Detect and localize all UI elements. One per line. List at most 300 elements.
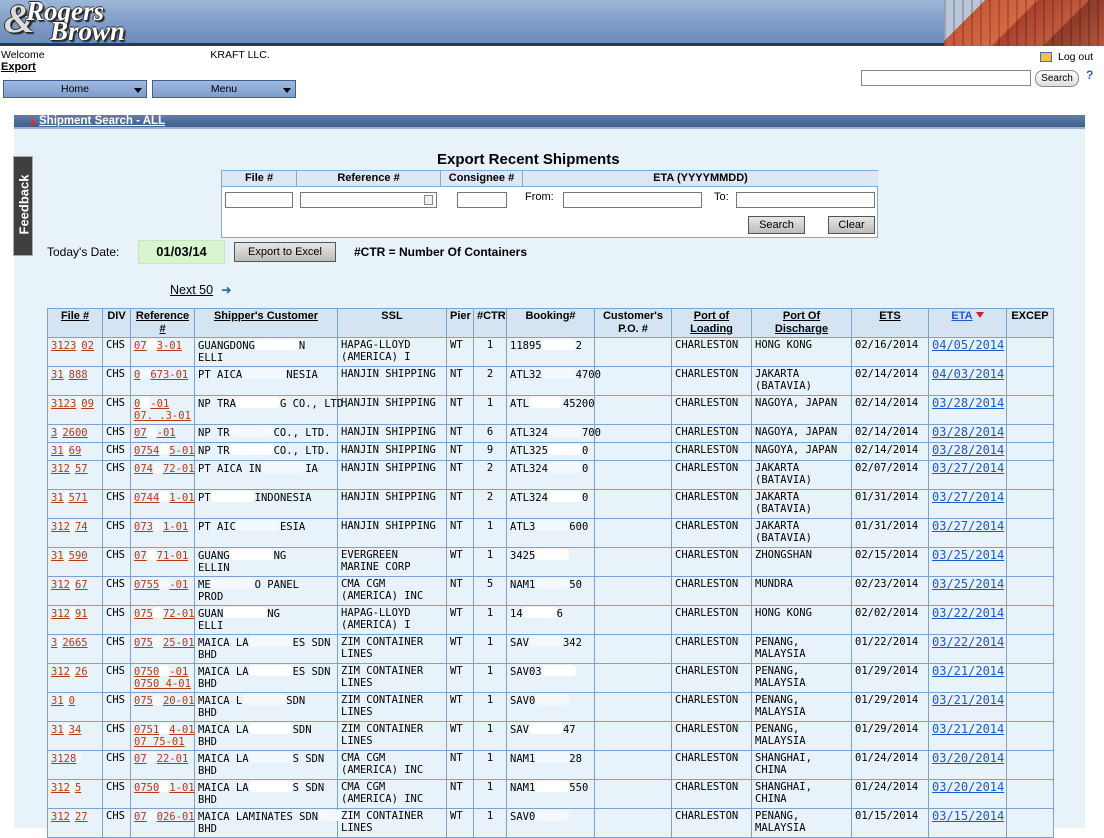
ref-part: 0751 (134, 724, 160, 736)
cell-shipper-customer (195, 490, 338, 519)
reference-link[interactable] (134, 463, 195, 475)
cell-ssl (338, 548, 447, 577)
cell-excep (1007, 490, 1054, 519)
logout-link[interactable] (1040, 51, 1093, 63)
file-part: 02 (81, 340, 94, 352)
cell-excep (1007, 577, 1054, 606)
cell-port-loading: CHARLESTON (672, 338, 752, 367)
cell-eta[interactable] (929, 367, 1007, 396)
redaction (542, 665, 576, 676)
cell-eta[interactable] (929, 722, 1007, 751)
cell-reference[interactable] (131, 461, 195, 490)
redacted-name (48, 49, 208, 58)
cell-file[interactable] (48, 780, 103, 809)
home-dropdown[interactable] (3, 80, 147, 98)
cell-port-loading: CHARLESTON (672, 367, 752, 396)
pod-line-1: NAGOYA, JAPAN (755, 426, 838, 438)
cell-text: SAV03 (510, 666, 542, 678)
cell-div: CHS (103, 751, 131, 780)
cust-part: NP TRA (198, 398, 236, 410)
reference-link[interactable] (134, 637, 195, 649)
cell-reference[interactable] (131, 751, 195, 780)
cell-file[interactable] (48, 664, 103, 693)
cell-excep (1007, 780, 1054, 809)
cell-file[interactable] (48, 367, 103, 396)
cell-text: 28 (569, 753, 582, 765)
ssl-line-2: (AMERICA) INC (341, 764, 424, 776)
redaction (535, 578, 569, 589)
file-part: 3123 (51, 398, 77, 410)
file-link[interactable] (51, 492, 88, 504)
cell-file[interactable] (48, 461, 103, 490)
cell-file[interactable] (48, 809, 103, 838)
reference-link-2[interactable]: 07 75-01 (134, 736, 185, 748)
reference-link[interactable] (134, 695, 195, 707)
reference-link[interactable] (134, 753, 188, 765)
reference-link[interactable] (134, 724, 195, 736)
reference-link[interactable] (134, 550, 188, 562)
ref-part: 075 (134, 637, 153, 649)
cell-booking (507, 443, 595, 461)
table-row[interactable] (48, 461, 1054, 490)
eta-link[interactable]: 03/28/2014 (932, 443, 1005, 457)
pod-line-1: JAKARTA (755, 462, 800, 474)
cell-file[interactable] (48, 338, 103, 367)
table-row[interactable] (48, 780, 1054, 809)
pod-line-2: (BATAVIA) (755, 503, 812, 515)
pod-line-1: HONG KONG (755, 607, 812, 619)
cell-booking (507, 490, 595, 519)
eta-from-input[interactable] (563, 192, 702, 208)
cell-div: CHS (103, 490, 131, 519)
cell-shipper-customer (195, 461, 338, 490)
col-port-discharge[interactable]: Port Of Discharge (752, 309, 852, 338)
cell-div: CHS (103, 664, 131, 693)
cell-text: 3425 (510, 550, 536, 562)
form-title: Export Recent Shipments (437, 151, 620, 168)
col-port-loading[interactable]: Port of Loading (672, 309, 752, 338)
cell-file[interactable] (48, 577, 103, 606)
cust-part-2: ELLI (198, 352, 224, 364)
cell-pier: WT (447, 722, 474, 751)
reference-link[interactable] (134, 427, 176, 439)
table-row[interactable] (48, 396, 1054, 425)
col-eta[interactable] (929, 309, 1007, 338)
redaction (230, 444, 274, 455)
cell-reference[interactable] (131, 780, 195, 809)
menu-dropdown[interactable] (152, 80, 296, 98)
cell-text: 550 (569, 782, 589, 794)
redaction (529, 397, 563, 408)
cell-eta[interactable] (929, 577, 1007, 606)
eta-link[interactable]: 03/27/2014 (932, 519, 1005, 533)
cell-file[interactable] (48, 519, 103, 548)
cell-shipper-customer (195, 443, 338, 461)
top-search-input[interactable] (861, 70, 1031, 86)
cell-pier: WT (447, 548, 474, 577)
file-link[interactable] (51, 398, 94, 410)
cell-file[interactable] (48, 722, 103, 751)
cell-customer-po (595, 577, 672, 606)
cell-booking (507, 338, 595, 367)
cust-part-2: BHD (198, 678, 217, 690)
pod-line-1: PENANG, (755, 694, 800, 706)
file-part: 3 (51, 637, 58, 649)
reference-link[interactable] (134, 666, 188, 678)
file-part: 91 (74, 608, 88, 620)
reference-input[interactable] (300, 192, 437, 208)
cell-excep (1007, 425, 1054, 443)
file-link[interactable] (51, 666, 88, 678)
cell-shipper-customer (195, 809, 338, 838)
cell-reference[interactable] (131, 693, 195, 722)
eta-link[interactable]: 03/28/2014 (932, 425, 1005, 439)
cust-part-2: BHD (198, 765, 217, 777)
pod-line-1: PENANG, (755, 810, 800, 822)
cell-text: 14 (510, 608, 523, 620)
menu-label: Menu (210, 83, 238, 95)
cust-part: MAICA LA (198, 782, 249, 794)
ref-part: 25-01 (162, 637, 195, 649)
redaction (249, 781, 293, 792)
table-row[interactable] (48, 367, 1054, 396)
eta-link[interactable]: 03/20/2014 (932, 780, 1005, 794)
table-row[interactable] (48, 693, 1054, 722)
reference-link[interactable] (134, 608, 195, 620)
table-row[interactable] (48, 490, 1054, 519)
file-part: 67 (74, 579, 88, 591)
cell-file[interactable] (48, 606, 103, 635)
cell-customer-po (595, 396, 672, 425)
logout-label: Log out (1058, 51, 1094, 63)
file-part: 312 (51, 608, 70, 620)
cell-excep (1007, 367, 1054, 396)
redaction (535, 520, 569, 531)
redaction (147, 426, 157, 437)
table-row[interactable] (48, 809, 1054, 838)
cell-port-discharge (752, 577, 852, 606)
redaction (249, 752, 293, 763)
eta-link[interactable]: 03/20/2014 (932, 751, 1005, 765)
eta-to-input[interactable] (736, 192, 875, 208)
chevron-down-icon (134, 88, 142, 93)
eta-link[interactable]: 03/25/2014 (932, 548, 1005, 562)
file-link[interactable] (51, 463, 88, 475)
ssl-line-1: HANJIN SHIPPING (341, 444, 436, 456)
eta-link[interactable]: 03/27/2014 (932, 461, 1005, 475)
consignee-input[interactable] (457, 192, 507, 208)
cell-file[interactable] (48, 490, 103, 519)
ref-part: 0 (134, 398, 141, 410)
redaction (249, 723, 293, 734)
cell-reference[interactable] (131, 338, 195, 367)
redaction (542, 368, 576, 379)
table-row[interactable] (48, 443, 1054, 461)
cust-part: GUANGDONG (198, 340, 255, 352)
cell-eta[interactable] (929, 338, 1007, 367)
feedback-tab[interactable] (13, 156, 33, 256)
table-row[interactable] (48, 722, 1054, 751)
export-excel-button[interactable]: Export to Excel (234, 242, 336, 262)
eta-link[interactable]: 03/21/2014 (932, 664, 1005, 678)
file-link[interactable] (51, 445, 81, 457)
cell-ctr: 1 (474, 809, 507, 838)
reference-link[interactable] (134, 782, 195, 794)
shipment-search-bar (14, 115, 1085, 129)
cell-div: CHS (103, 396, 131, 425)
next-50-link[interactable] (170, 282, 232, 297)
cell-reference[interactable] (131, 809, 195, 838)
file-link[interactable] (51, 637, 88, 649)
eta-link[interactable]: 03/21/2014 (932, 693, 1005, 707)
cell-port-discharge (752, 780, 852, 809)
cell-reference[interactable] (131, 490, 195, 519)
cell-reference[interactable] (131, 664, 195, 693)
file-link[interactable] (51, 340, 94, 352)
ssl-line-1: HANJIN SHIPPING (341, 491, 436, 503)
cell-text: 0 (581, 492, 589, 504)
file-link[interactable] (51, 695, 75, 707)
search-button[interactable]: Search (748, 216, 805, 234)
pod-line-2: MALAYSIA (755, 706, 806, 718)
clear-button[interactable]: Clear (828, 216, 875, 234)
file-link[interactable] (51, 753, 81, 765)
cell-eta[interactable] (929, 519, 1007, 548)
cell-text: 2 (575, 340, 582, 352)
file-link[interactable] (51, 579, 88, 591)
reference-link[interactable] (134, 521, 188, 533)
reference-link[interactable] (134, 445, 195, 457)
cell-pier: NT (447, 461, 474, 490)
ref-part: 3-01 (156, 340, 182, 352)
cell-port-loading: CHARLESTON (672, 577, 752, 606)
cell-pier: NT (447, 577, 474, 606)
file-link[interactable] (51, 427, 88, 439)
eta-link[interactable]: 03/15/2014 (932, 809, 1005, 823)
cell-eta[interactable] (929, 693, 1007, 722)
cust-part-2: BHD (198, 794, 217, 806)
cell-file[interactable] (48, 425, 103, 443)
ssl-line-2: LINES (341, 648, 373, 660)
cell-eta[interactable] (929, 425, 1007, 443)
cell-port-discharge (752, 548, 852, 577)
table-row[interactable] (48, 577, 1054, 606)
cell-reference[interactable] (131, 577, 195, 606)
cell-text: 700 (581, 427, 601, 439)
expand-arrow-icon (31, 118, 36, 126)
ssl-line-1: HANJIN SHIPPING (341, 520, 436, 532)
table-row[interactable] (48, 519, 1054, 548)
cell-file[interactable] (48, 693, 103, 722)
cust-part: SDN (292, 724, 312, 736)
cell-reference[interactable] (131, 396, 195, 425)
cell-file[interactable] (48, 751, 103, 780)
cell-excep (1007, 693, 1054, 722)
ssl-line-2: LINES (341, 677, 373, 689)
cust-part: ESIA (279, 521, 306, 533)
cust-part: NP TR (198, 427, 230, 439)
file-link[interactable] (51, 782, 81, 794)
export-link[interactable]: Export (1, 61, 36, 73)
file-part: 312 (51, 579, 70, 591)
ref-part: 71-01 (156, 550, 189, 562)
eta-link[interactable]: 03/28/2014 (932, 396, 1005, 410)
cell-file[interactable] (48, 548, 103, 577)
file-link[interactable] (51, 724, 81, 736)
cust-part-2: BHD (198, 707, 217, 719)
redaction (249, 665, 293, 676)
eta-link[interactable]: 03/22/2014 (932, 606, 1005, 620)
cust-part: GUANG (198, 550, 230, 562)
cell-customer-po (595, 490, 672, 519)
table-row[interactable] (48, 338, 1054, 367)
pod-line-1: HONG KONG (755, 339, 812, 351)
col-reference[interactable]: Reference # (131, 309, 195, 338)
cell-reference[interactable] (131, 425, 195, 443)
cell-eta[interactable] (929, 443, 1007, 461)
cell-eta[interactable] (929, 606, 1007, 635)
top-search-button[interactable]: Search (1035, 70, 1079, 87)
cell-eta[interactable] (929, 751, 1007, 780)
col-shipper-customer[interactable]: Shipper's Customer (195, 309, 338, 338)
cell-port-loading: CHARLESTON (672, 635, 752, 664)
cell-port-discharge (752, 425, 852, 443)
table-row[interactable] (48, 548, 1054, 577)
cust-part: O PANEL (254, 579, 299, 591)
cell-reference[interactable] (131, 443, 195, 461)
cell-file[interactable] (48, 635, 103, 664)
reference-link[interactable] (134, 579, 188, 591)
cell-eta[interactable] (929, 461, 1007, 490)
redaction (548, 462, 582, 473)
file-input[interactable] (225, 192, 293, 208)
eta-link[interactable]: 03/22/2014 (932, 635, 1005, 649)
reference-link[interactable] (134, 340, 182, 352)
ssl-line-1: HANJIN SHIPPING (341, 462, 436, 474)
cell-customer-po (595, 461, 672, 490)
ssl-line-2: (AMERICA) I (341, 619, 411, 631)
cell-eta[interactable] (929, 809, 1007, 838)
cell-port-loading: CHARLESTON (672, 809, 752, 838)
col-file[interactable]: File # (48, 309, 103, 338)
cell-text: NAM1 (510, 579, 536, 591)
ssl-line-2: LINES (341, 822, 373, 834)
cell-ets: 02/07/2014 (852, 461, 929, 490)
reference-link[interactable] (134, 369, 188, 381)
cell-reference[interactable] (131, 722, 195, 751)
cell-customer-po (595, 443, 672, 461)
cell-excep (1007, 635, 1054, 664)
eta-link[interactable]: 04/03/2014 (932, 367, 1005, 381)
pod-line-2: MALAYSIA (755, 648, 806, 660)
cell-ets: 02/14/2014 (852, 396, 929, 425)
table-row[interactable] (48, 635, 1054, 664)
cell-port-loading: CHARLESTON (672, 780, 752, 809)
cell-eta[interactable] (929, 548, 1007, 577)
cell-customer-po (595, 722, 672, 751)
cell-text: SAV (510, 724, 529, 736)
cell-reference[interactable] (131, 635, 195, 664)
ref-part: 20-01 (162, 695, 195, 707)
cell-file[interactable] (48, 396, 103, 425)
file-part: 0 (68, 695, 75, 707)
table-row[interactable] (48, 425, 1054, 443)
file-part: 31 (51, 550, 64, 562)
cell-reference[interactable] (131, 519, 195, 548)
cell-reference[interactable] (131, 367, 195, 396)
file-link[interactable] (51, 369, 88, 381)
cell-reference[interactable] (131, 606, 195, 635)
cell-eta[interactable] (929, 664, 1007, 693)
reference-link-2[interactable]: 07. .3-01 (134, 410, 191, 422)
pod-line-2: (BATAVIA) (755, 474, 812, 486)
cell-customer-po (595, 751, 672, 780)
pod-line-2: (BATAVIA) (755, 532, 812, 544)
cell-port-loading: CHARLESTON (672, 396, 752, 425)
file-part: 571 (68, 492, 88, 504)
banner-containers-image (944, 0, 1104, 46)
table-row[interactable] (48, 751, 1054, 780)
file-part: 2600 (62, 427, 88, 439)
cell-ssl (338, 519, 447, 548)
cell-eta[interactable] (929, 780, 1007, 809)
cust-part: S SDN (292, 782, 325, 794)
ref-part: 07 (134, 427, 147, 439)
cell-excep (1007, 548, 1054, 577)
pod-line-1: SHANGHAI, (755, 752, 812, 764)
ssl-line-2: LINES (341, 735, 373, 747)
reference-link[interactable] (134, 811, 195, 823)
help-icon[interactable]: ? (1086, 68, 1094, 82)
cell-eta[interactable] (929, 490, 1007, 519)
file-link[interactable] (51, 608, 88, 620)
eta-link[interactable]: 04/05/2014 (932, 338, 1005, 352)
cell-text: 47 (562, 724, 576, 736)
cell-reference[interactable] (131, 548, 195, 577)
eta-link[interactable]: 03/25/2014 (932, 577, 1005, 591)
file-link[interactable] (51, 550, 88, 562)
col-ets[interactable]: ETS (852, 309, 929, 338)
cell-eta[interactable] (929, 396, 1007, 425)
reference-link[interactable] (134, 492, 195, 504)
cell-file[interactable] (48, 443, 103, 461)
cell-ets: 01/31/2014 (852, 519, 929, 548)
cell-eta[interactable] (929, 635, 1007, 664)
ssl-line-1: ZIM CONTAINER (341, 723, 424, 735)
cell-excep (1007, 519, 1054, 548)
shipment-search-link[interactable]: Shipment Search - ALL (39, 115, 166, 127)
cell-ctr: 1 (474, 664, 507, 693)
ref-part: 075 (134, 608, 153, 620)
cell-div: CHS (103, 780, 131, 809)
reference-link[interactable] (134, 398, 169, 410)
today-label: Today's Date: (47, 245, 120, 259)
cell-ssl (338, 664, 447, 693)
eta-link[interactable]: 03/27/2014 (932, 490, 1005, 504)
cell-booking (507, 519, 595, 548)
redaction (548, 491, 582, 502)
cell-ets: 02/23/2014 (852, 577, 929, 606)
eta-link[interactable]: 03/21/2014 (932, 722, 1005, 736)
table-row[interactable] (48, 606, 1054, 635)
file-link[interactable] (51, 521, 88, 533)
table-row[interactable] (48, 664, 1054, 693)
cell-booking (507, 664, 595, 693)
reference-link-2[interactable]: 0750 4-01 (134, 678, 191, 690)
cell-pier: WT (447, 606, 474, 635)
file-link[interactable] (51, 811, 88, 823)
brand-logo[interactable] (4, 0, 154, 48)
